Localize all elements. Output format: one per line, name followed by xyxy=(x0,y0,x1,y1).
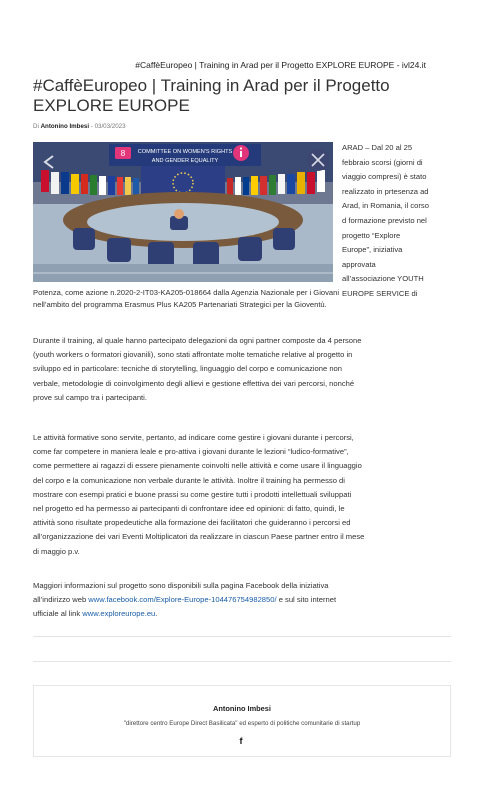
text-span: . xyxy=(155,609,158,619)
paragraph-4 xyxy=(33,579,458,622)
paragraph-line: all’organizzazione dei vari Eventi Moltiplicatori da realizzare in ciascun Paese partner entro il mese xyxy=(33,532,365,542)
paragraph-line: nell’ambito del programma Erasmus Plus KA205 Partenariati Strategici per la Gioventù. xyxy=(33,300,327,310)
author-box-name[interactable]: Antonino Imbesi xyxy=(213,704,271,713)
paragraph-1 xyxy=(33,287,463,311)
paragraph-line: mostrare con esempi pratici e buone prassi su come gestire tutti i prodotti intellettuali sviluppati xyxy=(33,489,352,499)
divider xyxy=(33,636,451,637)
paragraph-line xyxy=(33,593,458,607)
facebook-page-link[interactable]: www.facebook.com/Explore-Europe-104476754982850/ xyxy=(88,595,277,605)
byline-date: 03/03/2023 xyxy=(94,123,126,130)
paragraph-2 xyxy=(33,334,458,405)
facebook-icon[interactable]: f xyxy=(239,736,243,746)
divider xyxy=(33,661,451,662)
byline xyxy=(33,123,126,130)
meeting-room-illustration xyxy=(33,142,333,282)
intro-line: febbraio scorsi (giorni di xyxy=(342,157,423,167)
paragraph-line: nel progetto ed ha permesso ai partecipanti di confrontare idee ed opinioni: di fatto, quindi, le xyxy=(33,504,345,514)
intro-line: all’associazione YOUTH xyxy=(342,274,424,284)
paragraph-3 xyxy=(33,431,458,559)
intro-line: ARAD – Dal 20 al 25 xyxy=(342,143,413,152)
author-box-bio: "direttore centro Europe Direct Basilicata" ed esperto di politiche comunitarie di startup xyxy=(123,720,361,727)
text-span: all’indirizzo web xyxy=(33,595,89,605)
banner-line2: AND GENDER EQUALITY xyxy=(151,158,219,164)
intro-line: viaggio compresi) è stato xyxy=(342,172,427,182)
intro-line: approvata xyxy=(342,259,376,269)
article-image xyxy=(33,142,333,282)
paragraph-line: del corpo e la comunicazione non verbale durante le attività. Inoltre il training ha permesso di xyxy=(33,475,345,485)
paragraph-line: verbale, metodologie di coinvolgimento degli allievi e gestione effettiva dei vari percorsi, nonché xyxy=(33,378,355,388)
paragraph-line: attività sono risultate propedeutiche alla formazione dei facilitatori che guideranno i percorsi ed xyxy=(33,518,351,528)
byline-separator: - xyxy=(90,123,93,130)
intro-line: EUROPE SERVICE di xyxy=(342,288,418,298)
paragraph-line: Durante il training, al quale hanno partecipato delegazioni da ogni partner composte da 4 persone xyxy=(33,336,362,345)
byline-prefix: Di xyxy=(33,123,39,130)
intro-paragraph xyxy=(342,141,462,302)
official-site-link[interactable]: www.exploreurope.eu xyxy=(82,609,156,619)
rug-pattern xyxy=(33,264,333,282)
byline-author-link[interactable]: Antonino Imbesi xyxy=(40,123,90,130)
text-span: ufficiale al link xyxy=(33,609,83,619)
intro-line: Europe”, iniziativa xyxy=(342,245,403,255)
site-topbar-title: #CaffèEuropeo | Training in Arad per il Progetto EXPLORE EUROPE - ivl24.it xyxy=(135,60,426,70)
intro-line: d formazione previsto nel xyxy=(342,215,427,225)
banner-line1: COMMITTEE ON WOMEN'S RIGHTS xyxy=(137,149,233,155)
paragraph-line: come far competere in maniera leale e pro-attiva i giovani durante le lezioni “ludico-formative”, xyxy=(33,447,349,457)
paragraph-line: come permettere ai ragazzi di essere pienamente coinvolti nelle attività e come usare il linguaggio xyxy=(33,461,362,471)
paragraph-line: (youth workers o formatori giovanili), sono stati affrontate molte tematiche relative al progetto in xyxy=(33,350,353,360)
author-box xyxy=(33,685,451,757)
paragraph-line: prove sul campo tra i partecipanti. xyxy=(33,392,147,402)
paragraph-line: di maggio p.v. xyxy=(33,546,80,556)
close-icon[interactable] xyxy=(307,149,329,171)
intro-line: realizzato in prtesenza ad xyxy=(342,186,429,196)
paragraph-line: Potenza, come azione n.2020-2-IT03-KA205-018664 dalla Agenzia Nazionale per i Giovani xyxy=(33,288,340,297)
info-icon[interactable] xyxy=(233,145,249,161)
paragraph-line: sviluppo ed in particolare: tecniche di storytelling, linguaggio del corpo e comunicazione non xyxy=(33,364,343,374)
paragraph-line: Maggiori informazioni sul progetto sono disponibili sulla pagina Facebook della iniziativa xyxy=(33,581,329,590)
number-badge-text: 8 xyxy=(120,149,126,158)
intro-line: progetto “Explore xyxy=(342,230,401,240)
text-span: e sul sito internet xyxy=(276,595,337,605)
intro-line: Arad, in Romania, il corso xyxy=(342,201,429,211)
article-title: #CaffèEuropeo | Training in Arad per il Progetto EXPLORE EUROPE xyxy=(33,76,390,115)
paragraph-line: Le attività formative sono servite, pertanto, ad indicare come gestire i giovani durante i percorsi, xyxy=(33,433,354,442)
paragraph-line xyxy=(33,607,458,621)
